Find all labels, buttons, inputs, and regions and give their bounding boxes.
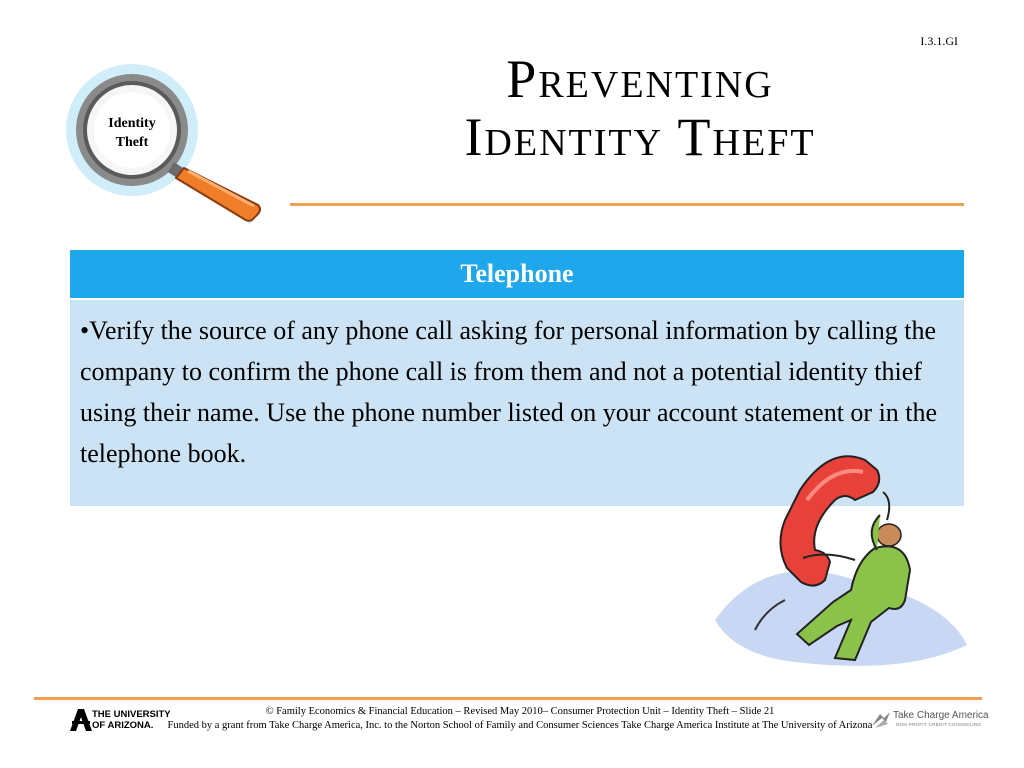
page-title xyxy=(380,50,900,166)
magnifier-label xyxy=(92,114,172,152)
footer-copyright: © Family Economics & Financial Education – Revised May 2010– Consumer Protection Unit – Identity Theft – Slide 21 xyxy=(265,706,775,717)
panel-text: •Verify the source of any phone call asking for personal information by calling the company to confirm the phone call is from them and not a potential identity thief using their name. Use the phone number listed on your account statement or in the telephone book. xyxy=(80,316,938,468)
man-carrying-phone-icon xyxy=(705,430,975,675)
footer-divider xyxy=(34,697,982,700)
panel-header: Telephone xyxy=(70,250,964,298)
title-divider xyxy=(290,203,964,206)
university-logo-line-1: THE UNIVERSITY xyxy=(92,709,171,720)
magnifier-label-line-1: Identity xyxy=(108,116,156,131)
title-line-1: Preventing xyxy=(506,49,774,109)
title-line-2: Identity Theft xyxy=(464,107,816,167)
university-logo-text xyxy=(92,709,171,731)
slide-code: I.3.1.GI xyxy=(920,34,958,48)
magnifier-label-line-2: Theft xyxy=(115,135,149,150)
take-charge-america-tagline: NON-PROFIT CREDIT COUNSELING xyxy=(896,722,982,727)
university-logo-line-2: OF ARIZONA. xyxy=(92,720,154,731)
footer-funding: Funded by a grant from Take Charge America, Inc. to the Norton School of Family and Consumer Sciences Take Charge America Institute at The University of Arizona xyxy=(167,720,873,731)
take-charge-america-text: Take Charge America xyxy=(893,710,989,721)
